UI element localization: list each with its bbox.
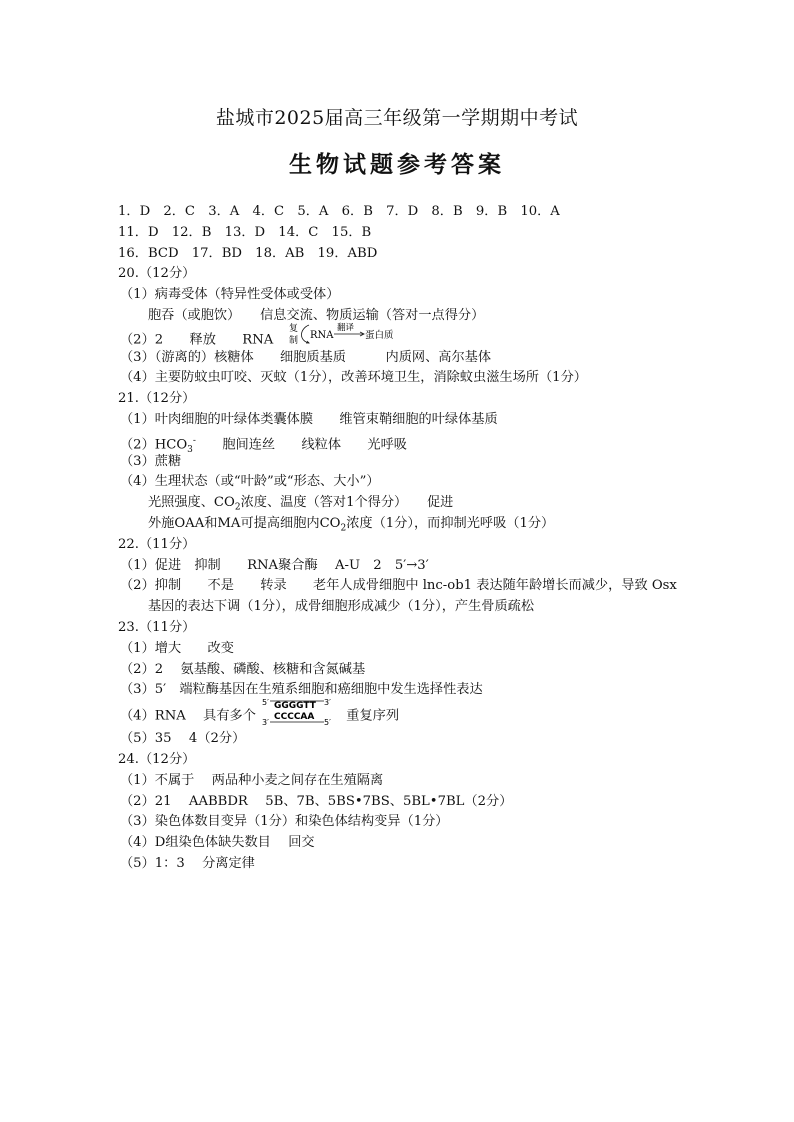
mc-answers-1: 1．D 2．C 3．A 4．C 5．A 6．B 7．D 8．B 9．B 10．A [118,204,560,219]
q23-part4 [118,698,718,729]
q21-part4c-text2: 浓度（1分），而抑制光呼吸（1分） [346,515,555,531]
diagram-copy-bottom: 制 [289,335,299,346]
mc-answers-3: 16．BCD 17．BD 18．AB 19．ABD [118,245,378,261]
q23-part4-suffix: 重复序列 [346,708,400,724]
q24-part4: （4）D组染色体缺失数目 回交 [120,835,315,851]
hco3-superscript: - [192,435,196,446]
q21-heading: 21.（12分） [118,391,196,407]
q24-part1: （1）不属于 两品种小麦之间存在生殖隔离 [120,772,384,788]
q23-part1: （1）增大 改变 [120,640,234,656]
answer-subtitle: 生物试题参考答案 [289,151,505,178]
q24-heading: 24.（12分） [118,751,196,767]
diagram-rna-label: RNA [310,329,334,341]
q20-part3: （3）（游离的）核糖体 细胞质基质 内质网、高尔基体 [120,349,492,365]
diagram-protein-label: 蛋白质 [365,329,394,341]
replication-arc [302,325,310,343]
q23-part5: （5）35 4（2分） [120,731,246,747]
q22-part2a: （2）抑制 不是 转录 老年人成骨细胞中 lnc-ob1 表达随年龄增长而减少，导致 Osx [120,578,677,594]
q21-part4b-text2: 浓度、温度（答对1个得分） 促进 [240,495,454,511]
q23-part2: （2）2 氨基酸、磷酸、核糖和含氮碱基 [120,661,366,677]
q24-part2: （2）21 AABBDR 5B、7B、5BS•7BS、5BL•7BL（2分） [120,793,513,809]
q21-part2 [118,431,718,455]
q20-part1a: （1）病毒受体（特异性受体或受体） [120,287,340,303]
q21-part4a: （4）生理状态（或“叶龄”或“形态、大小”） [120,474,380,490]
q21-part3: （3）蔗糖 [120,453,182,469]
telomere-sequence-diagram [262,697,340,727]
q21-part1: （1）叶肉细胞的叶绿体类囊体膜 维管束鞘细胞的叶绿体基质 [120,411,498,427]
q24-part5: （5）1：3 分离定律 [120,855,255,871]
q20-part2 [118,322,718,348]
hco3-subscript: 3 [187,444,193,455]
seq-top-3prime: 3′ [324,698,331,708]
co2-subscript-1: 2 [234,502,241,513]
seq-bottom-5prime: 5′ [324,718,331,728]
seq-top-5prime: 5′ [262,698,269,708]
q21-part4c-text1: 外施OAA和MA可提高细胞内CO [148,515,341,531]
q22-heading: 22.（11分） [118,536,196,552]
exam-title: 盐城市2025届高三年级第一学期期中考试 [215,107,579,129]
q22-part1: （1）促进 抑制 RNA聚合酶 A-U 2 5′→3′ [120,557,429,573]
rna-replication-translation-diagram [287,321,417,347]
q21-part2-hco: （2）HCO [120,437,188,453]
q20-heading: 20.（12分） [118,266,196,282]
q21-part4b-text1: 光照强度、CO [148,495,235,511]
seq-top-strand: GGGGTT [274,701,316,712]
q21-part2-rest: 胞间连丝 线粒体 光呼吸 [195,437,407,453]
q20-part1b: 胞吞（或胞饮） 信息交流、物质运输（答对一点得分） [148,307,485,323]
answer-content [118,202,718,875]
q21-part4c [118,514,718,535]
diagram-translate-label: 翻译 [337,322,355,333]
diagram-copy-top: 复 [289,323,299,334]
q23-heading: 23.（11分） [118,619,196,635]
mc-answers-2: 11．D 12．B 13．D 14．C 15．B [118,224,372,240]
q21-part4b [118,493,718,514]
q22-part2b: 基因的表达下调（1分），成骨细胞形成减少（1分），产生骨质疏松 [148,599,535,615]
seq-bottom-3prime: 3′ [262,718,269,728]
q20-part4: （4）主要防蚊虫叮咬、灭蚊（1分），改善环境卫生，消除蚊虫滋生场所（1分） [120,370,587,386]
q23-part3: （3）5′ 端粒酶基因在生殖系细胞和癌细胞中发生选择性表达 [120,682,483,698]
q23-part4-text: （4）RNA 具有多个 [120,708,256,724]
seq-bottom-strand: CCCCAA [274,712,315,723]
co2-subscript-2: 2 [340,523,347,534]
q24-part3: （3）染色体数目变异（1分）和染色体结构变异（1分） [120,814,449,830]
q20-part2-text: （2）2 释放 RNA [120,332,274,348]
